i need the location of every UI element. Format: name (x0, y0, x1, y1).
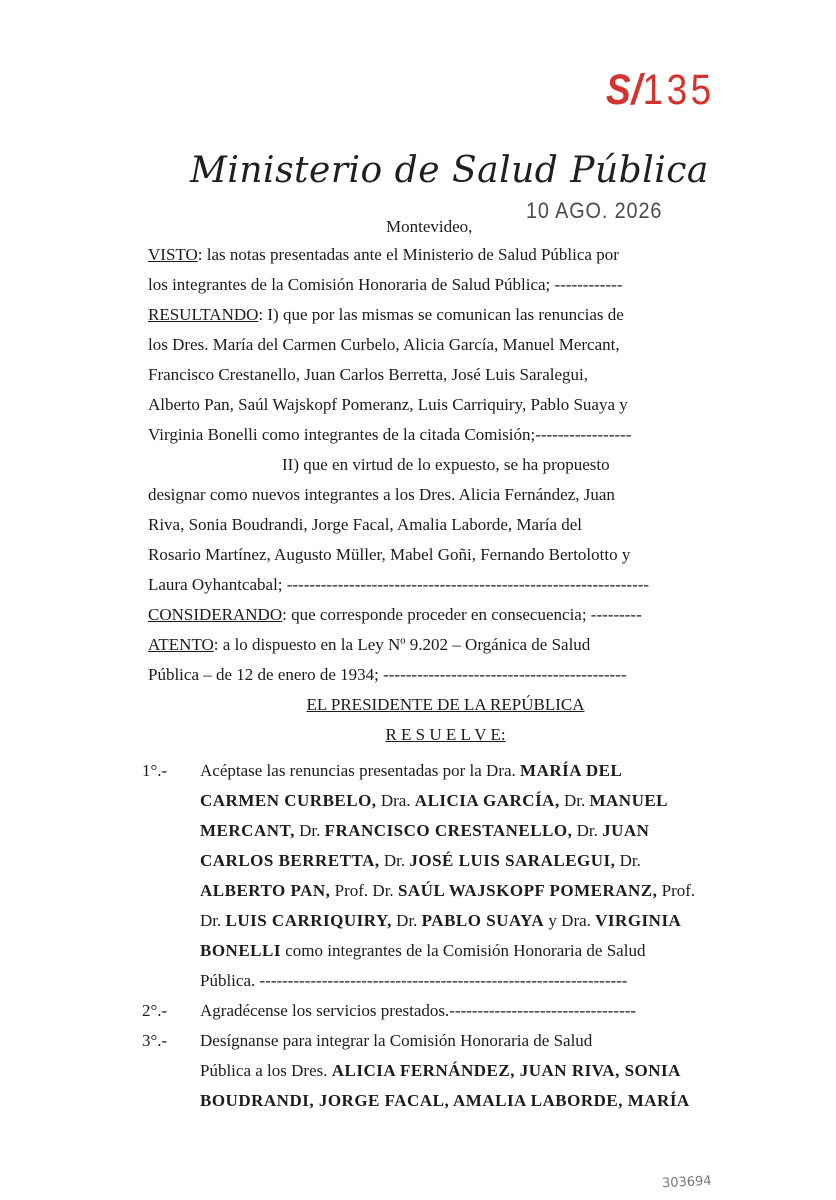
president-heading: EL PRESIDENTE DE LA REPÚBLICA (306, 695, 585, 714)
item-1-number: 1°.- (142, 761, 168, 780)
resultando-line-5: Virginia Bonelli como integrantes de la citada Comisión;----------------- (148, 425, 632, 444)
handwritten-reference: 303694 (661, 1173, 712, 1192)
resultando-line-2: los Dres. María del Carmen Curbelo, Alicia García, Manuel Mercant, (148, 335, 620, 354)
resultando-line-3: Francisco Crestanello, Juan Carlos Berretta, José Luis Saralegui, (148, 365, 588, 384)
preamble (148, 240, 743, 750)
resultando-line-1: RESULTANDO: I) que por las mismas se comunican las renuncias de (148, 305, 624, 324)
item-1-text: Acéptase las renuncias presentadas por la Dra. MARÍA DEL CARMEN CURBELO, Dra. ALICIA GARCÍA, Dr. MANUEL MERCANT, Dr. FRANCISCO CRESTANELLO, Dr. JUAN CARLOS BERRETTA, Dr. JOSÉ LUIS SARALEGUI, Dr. ALBERTO PAN, Prof. Dr. SAÚL WAJSKOPF POMERANZ, Prof. Dr. LUIS CARRIQUIRY, Dr. PABLO SUAYA y Dra. VIRGINIA BONELLI como integrantes de la Comisión Honoraria de Salud Pública. ----------------------------------------------------------------- (200, 761, 696, 990)
item-3-number: 3°.- (142, 1031, 168, 1050)
visto-line-2: los integrantes de la Comisión Honoraria de Salud Pública; ------------ (148, 275, 623, 294)
item-3-text: Desígnanse para integrar la Comisión Honoraria de Salud Pública a los Dres. ALICIA FERNÁNDEZ, JUAN RIVA, SONIA BOUDRANDI, JORGE FACAL, AMALIA LABORDE, MARÍA (200, 1031, 690, 1110)
ministry-letterhead: Ministerio de Salud Pública (190, 150, 709, 191)
date-stamp: 10 AGO. 2026 (526, 198, 663, 223)
city-label: Montevideo, (386, 217, 473, 236)
item-2-number: 2°.- (142, 1001, 168, 1020)
item-2-text: Agradécense los servicios prestados.--------------------------------- (200, 1001, 637, 1020)
atento-line-2: Pública – de 12 de enero de 1934; ------------------------------------------- (148, 665, 627, 684)
resuelve-heading: R E S U E L V E: (385, 725, 506, 744)
resultando-ii-line-5: Laura Oyhantcabal; ---------------------------------------------------------------- (148, 575, 650, 594)
resultando-ii-line-2: designar como nuevos integrantes a los Dres. Alicia Fernández, Juan (148, 485, 615, 504)
resultando-line-4: Alberto Pan, Saúl Wajskopf Pomeranz, Luis Carriquiry, Pablo Suaya y (148, 395, 628, 414)
atento-line-1: ATENTO: a lo dispuesto en la Ley Nº 9.202 – Orgánica de Salud (148, 635, 591, 654)
considerando-line: CONSIDERANDO: que corresponde proceder en consecuencia; --------- (148, 605, 642, 624)
resultando-ii-line-4: Rosario Martínez, Augusto Müller, Mabel Goñi, Fernando Bertolotto y (148, 545, 631, 564)
visto-line-1: VISTO: las notas presentadas ante el Ministerio de Salud Pública por (148, 245, 619, 264)
resultando-ii-line-3: Riva, Sonia Boudrandi, Jorge Facal, Amalia Laborde, María del (148, 515, 583, 534)
resultando-ii-line-1: II) que en virtud de lo expuesto, se ha propuesto (282, 455, 610, 474)
document-number-stamp: S/135 (606, 66, 715, 114)
